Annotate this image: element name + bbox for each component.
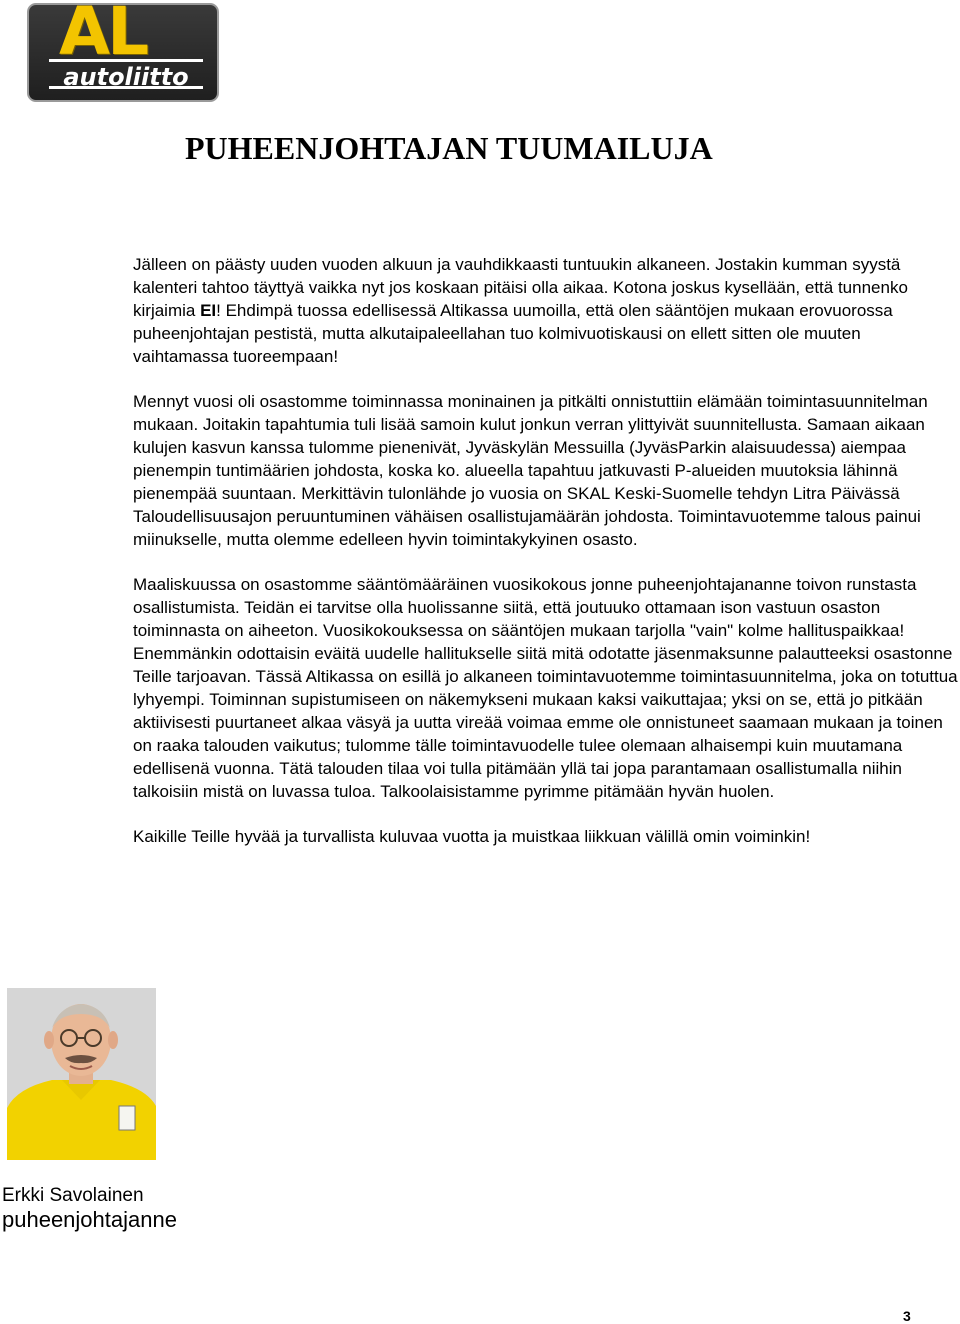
paragraph-intro-text-a: Jälleen on päästy uuden vuoden alkuun ja vauhdikkaasti tuntuukin alkaneen. Jostakin kumman syystä kalenteri tahtoo täyttyä vaikka nyt jos koskaan pitäisi olla aikaa. Kotona joskus kysellään, että tunnenko kirjaimia — [133, 255, 908, 320]
signature-role: puheenjohtajanne — [2, 1207, 177, 1232]
page-number: 3 — [903, 1308, 911, 1324]
author-photo — [7, 988, 156, 1160]
paragraph-intro — [133, 253, 959, 368]
article-body — [133, 253, 959, 870]
signature-name: Erkki Savolainen — [2, 1185, 144, 1206]
paragraph-intro-emphasis: EI — [200, 301, 217, 320]
paragraph-closing: Kaikille Teille hyvää ja turvallista kuluvaa vuotta ja muistkaa liikkuan välillä omin voiminkin! — [133, 827, 811, 846]
logo-brand: autoliitto — [49, 59, 203, 89]
logo-mark: AL — [59, 3, 147, 70]
paragraph-year-review: Mennyt vuosi oli osastomme toiminnassa moninainen ja pitkälti onnistuttiin elämään toimintasuunnitelman mukaan. Joitakin tapahtumia tuli lisää samoin kulut jonkun verran ylittyivät suunnitellusta. Samaan aikaan kulujen kasvun kanssa tulomme pienenivät, Jyväskylän Messuilla (JyväsParkin alaisuudessa) aiempaa pienempin tuntimäärien johdosta, koska ko. alueella tapahtuu jatkuvasti P-alueiden muutoksia lähinnä pienempää suuntaan. Merkittävin tulonlähde jo vuosia on SKAL Keski-Suomelle tehdyn Litra Päivässä Taloudellisuusajon peruuntuminen vähäisen osallistujamäärän johdosta. Toimintavuotemme talous painui miinukselle, mutta olemme edelleen hyvin toimintakykyinen osasto. — [133, 392, 928, 549]
paragraph-annual-meeting: Maaliskuussa on osastomme sääntömääräinen vuosikokous jonne puheenjohtajananne toivon runstasta osallistumista. Teidän ei tarvitse olla huolissanne siitä, että joutuuko ottamaan ison vastuun osaston toiminnasta on aiheeton. Vuosikokouksessa on sääntöjen mukaan tarjolla "vain" kolme hallituspaikkaa! Enemmänkin odottaisin eväitä uudelle hallitukselle siitä mitä odotatte jäsenmaksunne palautteeksi osastonne Teille tarjoavan. Tässä Altikassa on esillä jo alkaneen toimintavuotemme toimintasuunnitelma, joka on totuttua lyhyempi. Toiminnan supistumiseen on näkemykseni mukaan kaksi vaikuttajaa; yksi on se, että jo pitkään aktiivisesti puurtaneet alkaa väsyä ja uutta vireää voimaa emme ole onnistuneet saamaan mukaan ja toinen on raaka talouden vaikutus; tulomme tälle toimintavuodelle tulee olemaan alhaisempi kuin muutamana edellisenä vuonna. Tätä talouden tilaa voi tulla pitämään yllä tai jopa parantamaan osallistumalla niihin talkoisiin mistä on luvassa tuloa. Talkoolaisistamme pyrimme pitämään hyvän huolen. — [133, 575, 958, 801]
autoliitto-logo — [27, 3, 219, 102]
page-title: PUHEENJOHTAJAN TUUMAILUJA — [185, 130, 713, 166]
paragraph-intro-text-b: ! Ehdimpä tuossa edellisessä Altikassa uumoilla, että olen sääntöjen mukaan erovuorossa puheenjohtajan pestistä, mutta alkutaipaleellahan tuo kolmivuotiskausi on ellett sitten ole muuten vaihtamassa tuoreempaan! — [133, 301, 893, 366]
